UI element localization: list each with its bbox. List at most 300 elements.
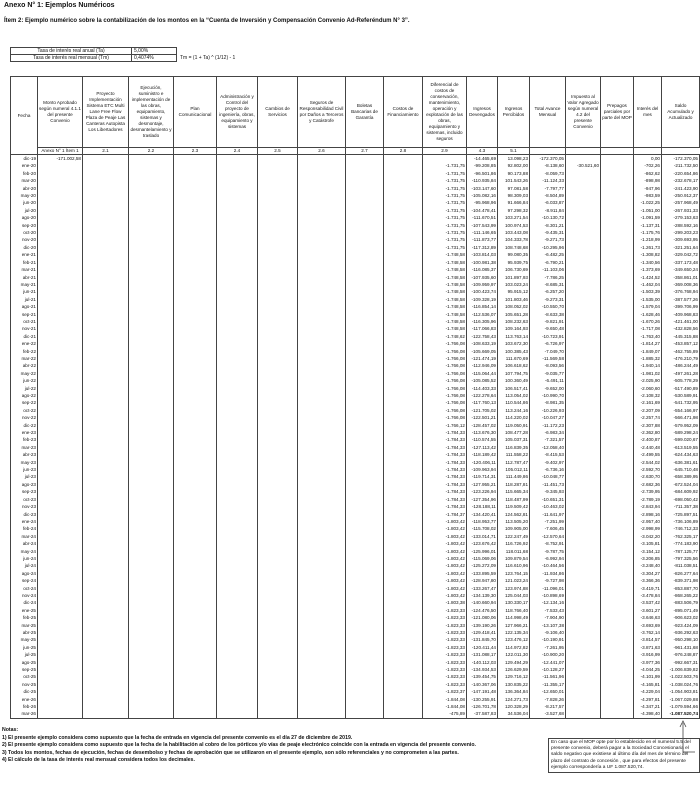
cell-saldo-acumulado: -787.125,77 xyxy=(662,548,700,555)
cell-total-avance-mensual: -11.103,06 xyxy=(530,266,566,273)
column-ref-proyecto-etc: 2.1 xyxy=(83,148,129,155)
cell-total-avance-mensual: -10.295,96 xyxy=(530,244,566,251)
cell-total-avance-mensual: -9.821,91 xyxy=(530,318,566,325)
cell-ingresos-devengados: -121.080,06 xyxy=(467,614,498,621)
cell-saldo-acumulado: -541.732,95 xyxy=(662,399,700,406)
cell-total-avance-mensual: -10.990,70 xyxy=(530,392,566,399)
cell-total-avance-mensual: -8.504,89 xyxy=(530,192,566,199)
cell-total-avance-mensual: -10.048,77 xyxy=(530,473,566,480)
cell-diferencial-costos: -1.823,33 xyxy=(423,629,467,636)
cell-ingresos-percibidos: 113.244,16 xyxy=(498,407,530,414)
cell-diferencial-costos: -1.731,75 xyxy=(423,177,467,184)
cell-total-avance-mensual: -9.106,40 xyxy=(530,629,566,636)
cell-ingresos-percibidos: 101.897,93 xyxy=(498,274,530,281)
cell-ingresos-percibidos: 97.081,58 xyxy=(498,185,530,192)
cell-ingresos-devengados: -112.946,09 xyxy=(467,362,498,369)
cell-interes-mes: -2.682,36 xyxy=(634,481,662,488)
cell-total-avance-mensual: -10.463,02 xyxy=(530,503,566,510)
cell-saldo-acumulado: -684.609,92 xyxy=(662,488,700,495)
cell-saldo-acumulado: -725.897,51 xyxy=(662,511,700,518)
cell-ingresos-devengados: -100.423,74 xyxy=(467,288,498,295)
cell-ingresos-percibidos: 113.505,20 xyxy=(498,518,530,525)
cell-ingresos-devengados: -114.403,33 xyxy=(467,385,498,392)
cell-total-avance-mensual: -11.569,58 xyxy=(530,355,566,362)
cell-ingresos-percibidos: 103.443,08 xyxy=(498,229,530,236)
cell-fecha: oct-20 xyxy=(11,229,38,236)
cell-ingresos-percibidos: 112.787,47 xyxy=(498,459,530,466)
cell-ingresos-percibidos: 111.558,22 xyxy=(498,451,530,458)
cell-fecha: sep-20 xyxy=(11,222,38,229)
cell-interes-mes: -1.885,32 xyxy=(634,355,662,362)
cell-total-avance-mensual: -8.685,31 xyxy=(530,281,566,288)
cell-interes-mes: -3.304,27 xyxy=(634,570,662,577)
cell-fecha: mar-22 xyxy=(11,355,38,362)
cell-diferencial-costos: -1.748,58 xyxy=(423,281,467,288)
column-header-interes-mes: Interés del mes xyxy=(634,77,662,148)
cell-ingresos-percibidos: 124.562,81 xyxy=(498,511,530,518)
cell-interes-mes: -2.161,69 xyxy=(634,399,662,406)
cell-diferencial-costos: -1.803,38 xyxy=(423,599,467,606)
cell-ingresos-devengados: -115.069,06 xyxy=(467,555,498,562)
cell-ingresos-percibidos: 122.135,34 xyxy=(498,629,530,636)
cell-interes-mes: -3.154,12 xyxy=(634,548,662,555)
cell-fecha: ene-20 xyxy=(11,162,38,169)
cell-ingresos-percibidos: 125.044,03 xyxy=(498,592,530,599)
cell-ingresos-devengados: -103.147,60 xyxy=(467,185,498,192)
cell-fecha: nov-22 xyxy=(11,414,38,421)
column-ref-monto-aprobado: Anexo N° 1 Ítem 1 xyxy=(38,148,83,155)
cell-saldo-acumulado: -232.678,17 xyxy=(662,177,700,184)
cell-interes-mes: -2.400,87 xyxy=(634,436,662,443)
cell-ingresos-devengados: -109.959,97 xyxy=(467,281,498,288)
cell-fecha: dic-25 xyxy=(11,688,38,695)
cell-saldo-acumulado: -486.244,49 xyxy=(662,362,700,369)
cell-saldo-acumulado: -409.968,83 xyxy=(662,311,700,318)
cell-ingresos-devengados: -103.814,03 xyxy=(467,251,498,258)
cell-ingresos-devengados: -105.085,52 xyxy=(467,377,498,384)
cell-fecha: ago-25 xyxy=(11,659,38,666)
cell-ingresos-devengados: -96.501,86 xyxy=(467,170,498,177)
cell-monto-aprobado: -171.002,58 xyxy=(38,155,83,163)
cell-interes-mes: -2.257,74 xyxy=(634,414,662,421)
cell-interes-mes: -2.440,48 xyxy=(634,444,662,451)
cell-ingresos-percibidos: 116.839,35 xyxy=(498,444,530,451)
cell-interes-mes: -1.940,14 xyxy=(634,362,662,369)
cell-total-avance-mensual: -9.650,48 xyxy=(530,325,566,332)
column-header-fecha: Fecha xyxy=(11,77,38,155)
cell-ingresos-percibidos: 118.287,81 xyxy=(498,481,530,488)
cell-saldo-acumulado: -992.667,31 xyxy=(662,659,700,666)
cell-saldo-acumulado: -976.248,87 xyxy=(662,651,700,658)
cell-interes-mes: -2.957,40 xyxy=(634,518,662,525)
cell-total-avance-mensual: -7.904,90 xyxy=(530,614,566,621)
cell-interes-mes: -3.206,85 xyxy=(634,555,662,562)
cell-fecha: sep-24 xyxy=(11,577,38,584)
cell-total-avance-mensual: -11.124,33 xyxy=(530,177,566,184)
cell-fecha: ene-24 xyxy=(11,518,38,525)
cell-interes-mes: -947,96 xyxy=(634,185,662,192)
cell-iva: -30.521,60 xyxy=(566,162,601,169)
cell-diferencial-costos: -1.748,62 xyxy=(423,333,467,340)
cell-total-avance-mensual: -10.130,72 xyxy=(530,214,566,221)
cell-interes-mes: -1.091,59 xyxy=(634,214,662,221)
cell-interes-mes: -2.789,19 xyxy=(634,496,662,503)
cell-ingresos-devengados: -120.406,11 xyxy=(467,459,498,466)
cell-ingresos-percibidos: 123.764,15 xyxy=(498,570,530,577)
cell-fecha: feb-21 xyxy=(11,259,38,266)
cell-ingresos-percibidos: 119.509,42 xyxy=(498,503,530,510)
cell-ingresos-devengados: -116.085,37 xyxy=(467,266,498,273)
cell-ingresos-percibidos: 123.974,88 xyxy=(498,585,530,592)
cell-total-avance-mensual: -6.790,21 xyxy=(530,259,566,266)
cell-ingresos-percibidos: 108.052,02 xyxy=(498,303,530,310)
column-header-boletas-garantia: Boletas Bancarias de Garantía xyxy=(346,77,384,148)
cell-interes-mes: -1.424,52 xyxy=(634,274,662,281)
cell-diferencial-costos: -1.823,33 xyxy=(423,651,467,658)
cell-ingresos-percibidos: 136.364,84 xyxy=(498,688,530,695)
cell-fecha: dic-22 xyxy=(11,422,38,429)
cell-fecha: dic-21 xyxy=(11,333,38,340)
cell-ingresos-devengados: -140.660,94 xyxy=(467,599,498,606)
cell-fecha: sep-25 xyxy=(11,666,38,673)
cell-ingresos-devengados: -115.708,02 xyxy=(467,525,498,532)
cell-fecha: ago-20 xyxy=(11,214,38,221)
cell-diferencial-costos: -1.844,08 xyxy=(423,703,467,710)
cell-interes-mes: -1.261,73 xyxy=(634,244,662,251)
cell-saldo-acumulado: -839.371,98 xyxy=(662,577,700,584)
cell-saldo-acumulado: -1.054.903,81 xyxy=(662,688,700,695)
cell-total-avance-mensual: -8.093,56 xyxy=(530,362,566,369)
cell-ingresos-percibidos: 123.476,12 xyxy=(498,636,530,643)
cell-interes-mes: -3.366,36 xyxy=(634,577,662,584)
cell-ingresos-percibidos: 99.080,35 xyxy=(498,251,530,258)
cell-diferencial-costos: -1.748,58 xyxy=(423,259,467,266)
cell-interes-mes: -1.137,31 xyxy=(634,222,662,229)
cell-saldo-acumulado: -811.038,51 xyxy=(662,562,700,569)
cell-fecha: nov-21 xyxy=(11,325,38,332)
cell-saldo-acumulado: -172.370,05 xyxy=(662,155,700,163)
column-ref-seguros: 2.6 xyxy=(298,148,346,155)
cell-ingresos-percibidos: 109.164,93 xyxy=(498,325,530,332)
cell-total-avance-mensual: -7.828,26 xyxy=(530,696,566,703)
cell-ingresos-percibidos: 129.494,29 xyxy=(498,659,530,666)
cell-diferencial-costos: -1.748,58 xyxy=(423,266,467,273)
cell-diferencial-costos: -1.784,33 xyxy=(423,481,467,488)
cell-interes-mes: -1.218,99 xyxy=(634,236,662,243)
cell-saldo-acumulado: -613.519,55 xyxy=(662,444,700,451)
cell-saldo-acumulado: -923.424,09 xyxy=(662,622,700,629)
cell-fecha: oct-21 xyxy=(11,318,38,325)
cell-fecha: jul-23 xyxy=(11,473,38,480)
cell-interes-mes: -2.108,32 xyxy=(634,392,662,399)
cell-ingresos-devengados: -95.968,96 xyxy=(467,199,498,206)
cell-fecha: may-25 xyxy=(11,636,38,643)
cell-saldo-acumulado: -241.423,90 xyxy=(662,185,700,192)
cell-diferencial-costos: -1.731,75 xyxy=(423,185,467,192)
cell-diferencial-costos: -1.731,75 xyxy=(423,170,467,177)
cell-saldo-acumulado: -566.471,98 xyxy=(662,414,700,421)
cell-ingresos-percibidos: 101.543,26 xyxy=(498,177,530,184)
cell-ingresos-percibidos: 104.333,78 xyxy=(498,236,530,243)
cell-diferencial-costos: -1.766,08 xyxy=(423,377,467,384)
cell-interes-mes: -1.535,00 xyxy=(634,296,662,303)
cell-ingresos-devengados: -113.676,30 xyxy=(467,429,498,436)
cell-saldo-acumulado: -505.778,29 xyxy=(662,377,700,384)
cell-total-avance-mensual: -7.049,70 xyxy=(530,348,566,355)
cell-diferencial-costos: -475,89 xyxy=(423,710,467,718)
cell-ingresos-percibidos: 113.763,14 xyxy=(498,333,530,340)
cell-fecha: mar-24 xyxy=(11,533,38,540)
cell-saldo-acumulado: -329.042,72 xyxy=(662,251,700,258)
cell-total-avance-mensual: -9.652,00 xyxy=(530,385,566,392)
cell-diferencial-costos: -1.748,58 xyxy=(423,303,467,310)
cell-ingresos-devengados: -128.188,11 xyxy=(467,503,498,510)
cell-fecha: ene-21 xyxy=(11,251,38,258)
cell-interes-mes: -1.022,25 xyxy=(634,199,662,206)
callout-box: En caso que el MOP opte por lo establecido en el numeral 5.5 del presente convenio, deberá pagar a la Sociedad Concesionaria el saldo negativo que existiese al último día del mes de término del plazo del contrato de concesión , que para efectos del presente ejemplo correspondería a UF 1.087.520,74. xyxy=(548,738,700,773)
page-title: Anexo N° 1: Ejemplos Numéricos xyxy=(4,2,115,9)
cell-fecha: nov-25 xyxy=(11,681,38,688)
cell-fecha: mar-20 xyxy=(11,177,38,184)
cell-total-avance-mensual: -13.107,38 xyxy=(530,622,566,629)
cell-interes-mes: -1.670,26 xyxy=(634,318,662,325)
cell-ingresos-percibidos: 116.610,96 xyxy=(498,562,530,569)
cell-ingresos-percibidos: 116.726,92 xyxy=(498,540,530,547)
cell-interes-mes: -4.044,25 xyxy=(634,666,662,673)
cell-ingresos-percibidos: 105.037,31 xyxy=(498,436,530,443)
cell-diferencial-costos: -1.803,42 xyxy=(423,592,467,599)
cell-saldo-acumulado: -762.325,17 xyxy=(662,533,700,540)
cell-diferencial-costos: -1.784,33 xyxy=(423,466,467,473)
column-ref-ingresos-devengados: 4.3 xyxy=(467,148,498,155)
cell-fecha: abr-23 xyxy=(11,451,38,458)
cell-interes-mes: -1.051,00 xyxy=(634,207,662,214)
cell-interes-mes: -1.308,82 xyxy=(634,251,662,258)
cell-diferencial-costos: -1.803,42 xyxy=(423,533,467,540)
cell-saldo-acumulado: -698.050,42 xyxy=(662,496,700,503)
cell-fecha: jul-24 xyxy=(11,562,38,569)
cell-ingresos-percibidos: 127.966,21 xyxy=(498,622,530,629)
cell-ingresos-percibidos: 108.748,68 xyxy=(498,244,530,251)
cell-diferencial-costos: -1.731,75 xyxy=(423,236,467,243)
cell-interes-mes: -2.592,70 xyxy=(634,466,662,473)
cell-saldo-acumulado: -257.968,49 xyxy=(662,199,700,206)
column-ref-administracion-control: 2.4 xyxy=(217,148,258,155)
cell-diferencial-costos: -1.803,42 xyxy=(423,548,467,555)
column-header-administracion-control: Administración y Control del proyecto de ingeniería, obras, equipamiento y sistemas xyxy=(217,77,258,148)
cell-saldo-acumulado: -369.008,36 xyxy=(662,281,700,288)
cell-diferencial-costos: -1.748,58 xyxy=(423,325,467,332)
cell-ingresos-percibidos: 97.298,32 xyxy=(498,207,530,214)
cell-diferencial-costos: -1.803,42 xyxy=(423,518,467,525)
cell-fecha: nov-20 xyxy=(11,236,38,243)
cell-ingresos-devengados: -107.935,60 xyxy=(467,274,498,281)
cell-ingresos-percibidos: 114.972,82 xyxy=(498,644,530,651)
cell-total-avance-mensual: -11.096,01 xyxy=(530,585,566,592)
cell-saldo-acumulado: -211.732,50 xyxy=(662,162,700,169)
cell-fecha: jun-23 xyxy=(11,466,38,473)
cell-saldo-acumulado: -432.828,56 xyxy=(662,325,700,332)
cell-fecha: ago-21 xyxy=(11,303,38,310)
cell-ingresos-devengados: -127.354,96 xyxy=(467,496,498,503)
column-header-ingresos-devengados: Ingresos Devengados xyxy=(467,77,498,148)
cell-fecha: dic-24 xyxy=(11,599,38,606)
cell-diferencial-costos: -1.823,37 xyxy=(423,688,467,695)
cell-ingresos-devengados: -121.705,02 xyxy=(467,407,498,414)
cell-ingresos-percibidos: 95.939,75 xyxy=(498,259,530,266)
cell-fecha: may-24 xyxy=(11,548,38,555)
cell-total-avance-mensual: -8.752,91 xyxy=(530,540,566,547)
cell-fecha: feb-22 xyxy=(11,348,38,355)
cell-interes-mes: -4.398,40 xyxy=(634,710,662,718)
cell-diferencial-costos: -1.731,75 xyxy=(423,192,467,199)
cell-fecha: jul-25 xyxy=(11,651,38,658)
cell-interes-mes: -3.419,71 xyxy=(634,585,662,592)
cell-ingresos-devengados: -99.208,85 xyxy=(467,162,498,169)
cell-diferencial-costos: -1.823,33 xyxy=(423,607,467,614)
cell-ingresos-devengados: -140.112,03 xyxy=(467,659,498,666)
cell-ingresos-percibidos: 106.730,69 xyxy=(498,266,530,273)
cell-ingresos-percibidos: 108.477,28 xyxy=(498,429,530,436)
cell-diferencial-costos: -1.748,58 xyxy=(423,296,467,303)
cell-total-avance-mensual: -9.727,98 xyxy=(530,577,566,584)
cell-total-avance-mensual: -7.261,95 xyxy=(530,644,566,651)
cell-saldo-acumulado: -636.381,61 xyxy=(662,459,700,466)
cell-interes-mes: -2.307,88 xyxy=(634,422,662,429)
cell-fecha: jun-21 xyxy=(11,288,38,295)
cell-total-avance-mensual: -8.981,35 xyxy=(530,399,566,406)
cell-ingresos-percibidos: 109.905,00 xyxy=(498,525,530,532)
cell-interes-mes: -2.898,16 xyxy=(634,511,662,518)
cell-saldo-acumulado: -936.292,63 xyxy=(662,629,700,636)
cell-fecha: mar-25 xyxy=(11,622,38,629)
column-header-diferencial-costos: Diferencial de costos de conservación, mantenimiento, operación y explotación de las obras, equipamiento y sistemas, incluido seguros xyxy=(423,77,467,148)
cell-total-avance-mensual: -7.786,25 xyxy=(530,274,566,281)
cell-saldo-acumulado: -288.592,16 xyxy=(662,222,700,229)
cell-diferencial-costos: -1.823,33 xyxy=(423,673,467,680)
cell-fecha: mar-21 xyxy=(11,266,38,273)
cell-diferencial-costos: -1.748,58 xyxy=(423,318,467,325)
cell-total-avance-mensual: -11.641,97 xyxy=(530,511,566,518)
cell-fecha: ene-23 xyxy=(11,429,38,436)
cell-diferencial-costos: -1.731,75 xyxy=(423,229,467,236)
cell-saldo-acumulado: -1.067.029,88 xyxy=(662,696,700,703)
cell-ingresos-devengados: -117.312,89 xyxy=(467,244,498,251)
cell-interes-mes: -3.977,36 xyxy=(634,659,662,666)
column-ref-ingresos-percibidos: 5.1 xyxy=(498,148,530,155)
cell-interes-mes: -3.871,63 xyxy=(634,644,662,651)
cell-ingresos-devengados: -125.996,01 xyxy=(467,548,498,555)
cell-total-avance-mensual: -6.033,87 xyxy=(530,199,566,206)
cell-ingresos-devengados: -119.714,31 xyxy=(467,473,498,480)
cell-total-avance-mensual: -8.301,21 xyxy=(530,222,566,229)
cell-interes-mes: -862,62 xyxy=(634,170,662,177)
cell-ingresos-devengados: -128.947,80 xyxy=(467,577,498,584)
cell-total-avance-mensual: -8.633,38 xyxy=(530,311,566,318)
cell-interes-mes: -2.499,55 xyxy=(634,451,662,458)
cell-ingresos-percibidos: 92.802,00 xyxy=(498,162,530,169)
cell-total-avance-mensual: -9.345,93 xyxy=(530,488,566,495)
cell-ingresos-percibidos: 130.330,17 xyxy=(498,599,530,606)
cell-ingresos-devengados: -125.272,09 xyxy=(467,562,498,569)
column-header-cambios-servicios: Cambios de Servicios xyxy=(258,77,298,148)
cell-diferencial-costos: -1.766,08 xyxy=(423,392,467,399)
cell-interes-mes: -3.693,69 xyxy=(634,622,662,629)
cell-total-avance-mensual: -10.128,27 xyxy=(530,666,566,673)
cell-total-avance-mensual: -10.464,56 xyxy=(530,562,566,569)
cell-fecha: jul-20 xyxy=(11,207,38,214)
cell-ingresos-devengados: -131.088,17 xyxy=(467,651,498,658)
cell-total-avance-mensual: -7.797,77 xyxy=(530,185,566,192)
cell-saldo-acumulado: -599.020,67 xyxy=(662,436,700,443)
cell-total-avance-mensual: -11.934,86 xyxy=(530,570,566,577)
cell-diferencial-costos: -1.803,42 xyxy=(423,562,467,569)
cell-diferencial-costos: -1.823,33 xyxy=(423,614,467,621)
cell-ingresos-devengados: -117.760,13 xyxy=(467,399,498,406)
cell-interes-mes: -1.503,39 xyxy=(634,288,662,295)
cell-fecha: nov-23 xyxy=(11,503,38,510)
cell-saldo-acumulado: -950.298,10 xyxy=(662,636,700,643)
cell-saldo-acumulado: -1.022.503,76 xyxy=(662,673,700,680)
cell-interes-mes: -2.739,95 xyxy=(634,488,662,495)
cell-ingresos-devengados: -109.963,94 xyxy=(467,466,498,473)
cell-ingresos-devengados: -129.418,41 xyxy=(467,629,498,636)
cell-total-avance-mensual: -12.058,40 xyxy=(530,444,566,451)
cell-total-avance-mensual: -12.570,64 xyxy=(530,533,566,540)
cell-diferencial-costos: -1.823,33 xyxy=(423,636,467,643)
cell-fecha: abr-21 xyxy=(11,274,38,281)
cell-ingresos-devengados: -107.543,99 xyxy=(467,222,498,229)
cell-saldo-acumulado: -672.524,04 xyxy=(662,481,700,488)
cell-interes-mes: -3.105,81 xyxy=(634,540,662,547)
cell-ingresos-devengados: -104.478,41 xyxy=(467,207,498,214)
cell-fecha: abr-20 xyxy=(11,185,38,192)
cell-fecha: jun-22 xyxy=(11,377,38,384)
cell-total-avance-mensual: -10.651,31 xyxy=(530,496,566,503)
cell-diferencial-costos: -1.784,33 xyxy=(423,429,467,436)
cell-interes-mes: -2.025,90 xyxy=(634,377,662,384)
cell-ingresos-devengados: -140.367,06 xyxy=(467,681,498,688)
cell-saldo-acumulado: -421.461,00 xyxy=(662,318,700,325)
cell-diferencial-costos: -1.823,33 xyxy=(423,681,467,688)
column-header-iva: Impuesto al Valor Agregado según numeral 4.2 del presente Convenio xyxy=(566,77,601,148)
cell-interes-mes: -702,26 xyxy=(634,162,662,169)
cell-diferencial-costos: -1.748,58 xyxy=(423,274,467,281)
cell-diferencial-costos: -1.784,33 xyxy=(423,488,467,495)
cell-total-avance-mensual: -6.482,25 xyxy=(530,251,566,258)
cell-ingresos-devengados: -110.574,55 xyxy=(467,436,498,443)
cell-ingresos-percibidos: 111.449,86 xyxy=(498,473,530,480)
cell-diferencial-costos: -1.748,58 xyxy=(423,288,467,295)
cell-ingresos-percibidos: 95.915,12 xyxy=(498,288,530,295)
cell-ingresos-percibidos: 106.618,62 xyxy=(498,362,530,369)
cell-fecha: mar-26 xyxy=(11,710,38,718)
cell-interes-mes: -3.916,99 xyxy=(634,651,662,658)
cell-interes-mes: -3.478,84 xyxy=(634,592,662,599)
cell-fecha: may-20 xyxy=(11,192,38,199)
cell-total-avance-mensual: -10.723,91 xyxy=(530,333,566,340)
cell-saldo-acumulado: -711.357,38 xyxy=(662,503,700,510)
cell-fecha: dic-19 xyxy=(11,155,38,163)
cell-saldo-acumulado: -358.861,01 xyxy=(662,274,700,281)
cell-total-avance-mensual: -6.983,34 xyxy=(530,429,566,436)
cell-ingresos-percibidos: 130.835,22 xyxy=(498,681,530,688)
cell-diferencial-costos: -1.766,08 xyxy=(423,355,467,362)
cell-diferencial-costos: -1.823,33 xyxy=(423,622,467,629)
cell-fecha: oct-23 xyxy=(11,496,38,503)
cell-interes-mes: -4.165,81 xyxy=(634,681,662,688)
cell-interes-mes: -3.248,40 xyxy=(634,562,662,569)
